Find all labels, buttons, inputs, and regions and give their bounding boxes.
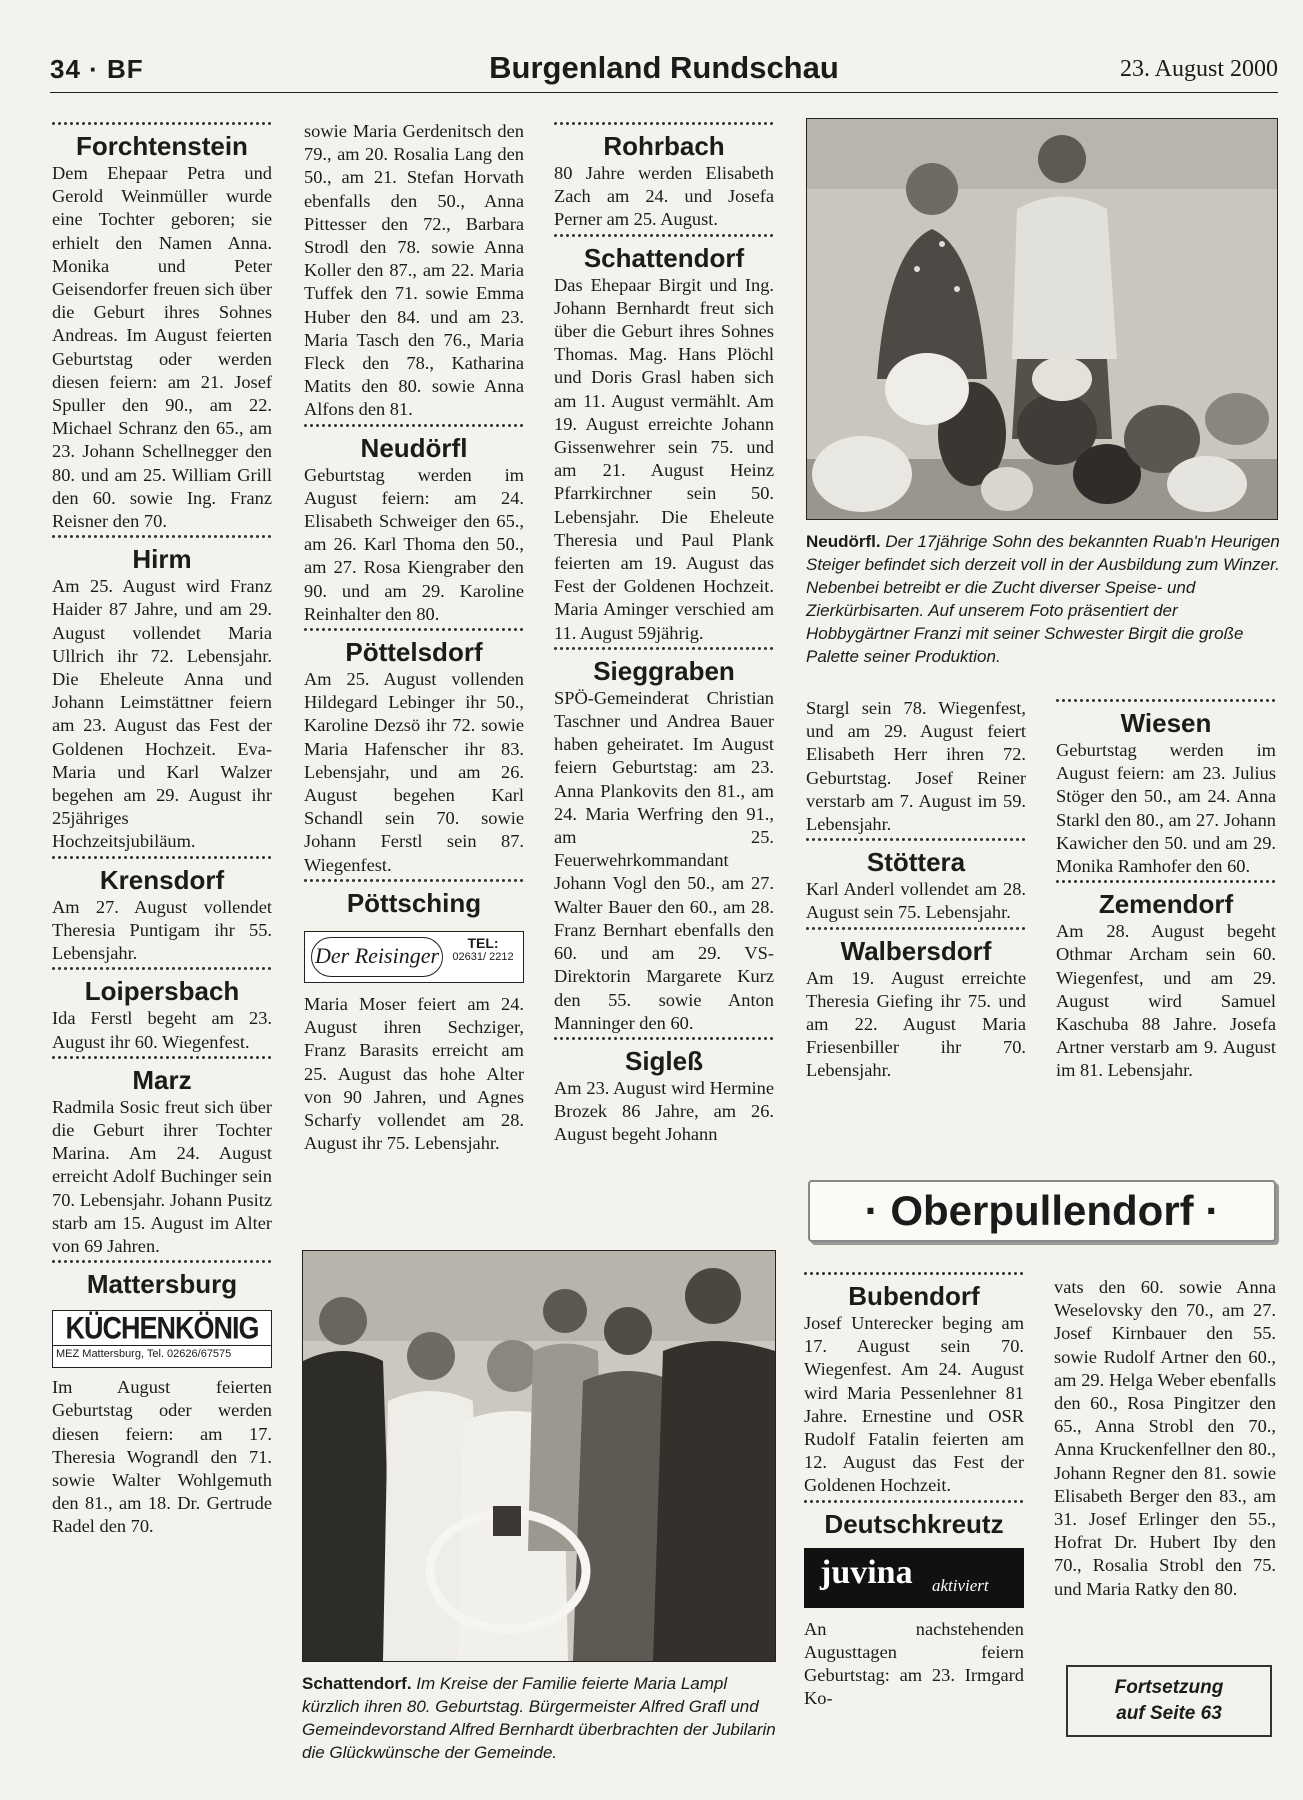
section-divider [52,1056,272,1064]
section-title-walbersdorf: Walbersdorf [840,935,992,966]
page-number: 34 · BF [50,54,144,84]
section-text-rohrbach: 80 Jahre werden Elisabeth Zach am 24. und Josefa Perner am 25. August. [554,163,774,230]
section-divider [554,1037,774,1045]
section-title-krensdorf: Krensdorf [99,864,225,895]
section-divider [804,1500,1024,1508]
section-title-forchtenstein: Forchtenstein [76,131,248,161]
section-title-poettsching: Pöttsching [346,887,482,918]
section-text-neudoerfl: Geburtstag werden im August feiern: am 24. Elisabeth Schweiger den 65., am 26. Karl Thoma den 50., am 27. Rosa Kiengraber den 90. und am 29. Karoline Reinhalter den 80. [304,464,524,624]
column-2 [304,120,524,1155]
section-text-bubendorf: Josef Unterecker beging am 17. August sein 70. Wiegenfest. Am 24. August wird Maria Pessenlehner 81 Jahre. Ernestine und OSR Rudolf Fatalin feierten am 12. August das Fest der Goldenen Hochzeit. [804,1313,1024,1496]
continued-text-col2: sowie Maria Gerdenitsch den 79., am 20. Rosalia Lang den 50., am 21. Stefan Horvath ebenfalls den 50., Anna Pittesser den 72., Barbara Strodl den 78. sowie Anna Koller den 87., am 22. Maria Tuffek den 71. sowie Emma Huber den 84. und am 23. Maria Tasch den 76., Maria Fleck den 78., Katharina Matits den 80. sowie Anna Alfons den 81. [304,121,524,420]
section-divider [806,838,1026,846]
continuation-line2: auf Seite 63 [1116,1703,1222,1724]
ad-kuechenkoenig-address: MEZ Mattersburg, Tel. 02626/67575 [53,1345,271,1362]
section-divider [554,234,774,242]
section-title-bubendorf: Bubendorf [848,1281,980,1311]
column-3 [554,120,774,1147]
ad-kuechenkoenig-brand: KÜCHENKÖNIG [65,1310,259,1346]
section-text-poettelsdorf: Am 25. August vollenden Hildegard Lebinger ihr 50., Karoline Dezsö ihr 72. sowie Maria Hafenscher ihr 83. Lebensjahr, und am 26. August begehen Karl Schandl sein 70. sowie Johann Ferstl sein 87. Wiegenfest. [304,669,524,875]
caption-neudoerfl [806,530,1280,668]
region-banner-oberpullendorf: · Oberpullendorf · [808,1180,1276,1242]
section-text-zemendorf: Am 28. August begeht Othmar Archam sein 60. Wiegenfest, und am 29. August wird Samuel Kaschuba 88 Jahre. Josefa Artner verstarb am 9. August im 81. Lebensjahr. [1056,921,1276,1081]
section-divider [804,1272,1024,1280]
column-3b [806,697,1026,1083]
photo-neudoerfl-image [807,119,1277,519]
section-text-sieggraben: SPÖ-Gemeinderat Christian Taschner und Andrea Bauer haben geheiratet. Im August feiern Geburtstag: am 23. Anna Plankovits den 81., am 24. Maria Werfring den 91., am 25. Feuerwehrkommandant Johann Vogl den 50., am 27. Walter Bauer den 60., am 28. Franz Bernhart ebenfalls den 60. und am 29. VS-Direktorin Margarete Kurz den 55. sowie Anton Manninger den 60. [554,687,774,1033]
section-divider [304,628,524,636]
column-4 [1056,697,1276,1083]
section-text-stoettera: Karl Anderl vollendet am 28. August sein 75. Lebensjahr. [806,879,1026,923]
section-divider [304,424,524,432]
section-text-krensdorf: Am 27. August vollendet Theresia Puntigam ihr 55. Lebensjahr. [52,896,272,964]
section-divider [52,535,272,543]
section-title-stoettera: Stöttera [866,847,966,878]
section-title-wiesen: Wiesen [1120,708,1212,738]
ad-reisinger-logo: Der Reisinger [311,937,443,977]
section-title-zemendorf: Zemendorf [1098,889,1234,920]
section-title-neudoerfl: Neudörfl [360,432,468,463]
continued-text-col3b: Stargl sein 78. Wiegenfest, und am 29. August feiert Elisabeth Herr ihren 72. Geburtstag. Josef Reiner verstarb am 7. August im 59. Lebensjahr. [806,698,1026,835]
section-title-rohrbach: Rohrbach [603,131,725,161]
section-text-schattendorf: Das Ehepaar Birgit und Ing. Johann Bernhardt freut sich über die Geburt ihres Sohnes Thomas. Mag. Hans Plöchl und Doris Grasl haben sich am 11. August vermählt. Am 19. August erreichte Johann Gissenwehrer sein 75. und am 21. August Heinz Pfarrkirchner sein 50. Lebensjahr. Die Eheleute Theresia und Paul Plank feierten am 19. August das Fest der Goldenen Hochzeit. Maria Aminger verschied am 11. August 59jährig. [554,274,774,643]
section-divider [52,122,272,130]
section-title-mattersburg: Mattersburg [86,1269,238,1300]
section-title-deutschkreutz: Deutschkreutz [824,1508,1004,1539]
continuation-notice[interactable] [1066,1665,1272,1737]
section-text-marz: Radmila Sosic freut sich über die Geburt ihrer Tochter Marina. Am 24. August erreicht Adolf Buchinger sein 70. Lebensjahr. Johann Pusitz starb am 15. August im Alter von 69 Jahren. [52,1096,272,1256]
section-text-mattersburg: Im August feierten Geburtstag oder werden diesen feiern: am 17. Theresia Wograndl den 71. sowie Walter Wohlgemuth den 81., am 18. Dr. Gertrude Radel den 70. [52,1377,272,1537]
section-title-sieggraben: Sieggraben [593,655,735,686]
caption-schattendorf [302,1672,780,1764]
section-divider [52,856,272,864]
section-text-deutschkreutz: An nachstehenden Augusttagen feiern Geburtstag: am 23. Irmgard Ko- [804,1618,1024,1709]
section-title-sigless: Sigleß [624,1045,703,1076]
section-text-walbersdorf: Am 19. August erreichte Theresia Giefing ihr 75. und am 22. August Maria Friesenbiller ihr 70. Lebensjahr. [806,967,1026,1081]
section-title-marz: Marz [132,1064,192,1095]
caption-neudoerfl-text: Der 17jährige Sohn des bekannten Ruab'n Heurigen Steiger befindet sich derzeit voll in der Ausbildung zum Winzer. Nebenbei betreibt er die Zucht diverser Speise- und Zierkürbisarten. Auf unserem Foto präsentiert der Hobbygärtner Franzi mit seiner Schwester Birgit die große Palette seiner Produktion. [806,532,1280,666]
ad-juvina[interactable] [804,1548,1024,1608]
section-divider [52,967,272,975]
photo-schattendorf [302,1250,776,1662]
column-5 [804,1270,1024,1710]
column-1 [52,120,272,1539]
section-divider [304,879,524,887]
section-divider [1056,699,1276,707]
ad-juvina-tagline: aktiviert [932,1575,989,1595]
ad-reisinger[interactable] [304,931,524,983]
caption-schattendorf-text: Im Kreise der Familie feierte Maria Lampl kürzlich ihren 80. Geburtstag. Bürgermeister Alfred Grafl und Gemeindevorstand Alfred Bernhardt überbrachten der Jubilarin die Glückwünsche der Gemeinde. [302,1674,776,1762]
ad-reisinger-tel: 02631/ 2212 [452,950,514,963]
newspaper-title: Burgenland Rundschau [489,50,839,85]
section-title-loipersbach: Loipersbach [84,976,240,1007]
section-title-hirm: Hirm [132,544,192,575]
caption-schattendorf-place: Schattendorf. [302,1674,412,1693]
section-text-sigless: Am 23. August wird Hermine Brozek 86 Jahre, am 26. August begeht Johann [554,1077,774,1145]
section-divider [554,122,774,130]
page-header [50,44,1278,93]
section-title-poettelsdorf: Pöttelsdorf [345,637,483,668]
caption-neudoerfl-place: Neudörfl. [806,532,881,551]
photo-schattendorf-image [303,1251,775,1661]
section-text-forchtenstein: Dem Ehepaar Petra und Gerold Weinmüller wurde eine Tochter geboren; sie erhielt den Namen Anna. Monika und Peter Geisendorfer freuen sich über die Geburt ihres Sohnes Andreas. Im August feierten Geburtstag oder werden diesen feiern: am 21. Josef Spuller den 90., am 22. Michael Schranz den 65., am 23. Johann Schellnegger den 80. und am 25. William Grill den 60. sowie Ing. Franz Reisner den 70. [52,163,272,532]
continued-text-col6: vats den 60. sowie Anna Weselovsky den 70., am 27. Josef Kirnbauer den 55. sowie Rudolf Artner den 60., am 29. Helga Weber ebenfalls den 60., Rosa Pingitzer den 65., Anna Strobl den 70., Anna Kruckenfellner den 80., Johann Regner den 81. sowie Elisabeth Berger den 83., am 31. Josef Erlinger den 55., Hofrat Dr. Hubert Iby den 70., Rosalia Strobl den 75. und Maria Ratky den 80. [1054,1277,1276,1599]
ad-juvina-brand: juvina [820,1553,913,1591]
column-6 [1054,1276,1276,1601]
section-divider [1056,880,1276,888]
section-divider [554,647,774,655]
section-divider [806,927,1026,935]
section-text-loipersbach: Ida Ferstl begeht am 23. August ihr 60. Wiegenfest. [52,1008,272,1052]
section-text-poettsching: Maria Moser feiert am 24. August ihren Sechziger, Franz Barasits erreicht am 25. August das hohe Alter von 90 Jahren, und Agnes Scharfy vollendet am 28. August ihr 75. Lebensjahr. [304,993,524,1154]
section-title-schattendorf: Schattendorf [583,242,745,273]
section-text-wiesen: Geburtstag werden im August feiern: am 23. Julius Stöger den 50., am 24. Anna Starkl den 80., am 27. Johann Kawicher den 50. und am 29. Monika Ramhofer den 60. [1056,740,1276,877]
section-text-hirm: Am 25. August wird Franz Haider 87 Jahre, und am 29. August vollendet Maria Ullrich ihr 72. Lebensjahr. Die Eheleute Anna und Johann Leimstättner feiern am 23. August das Fest der Goldenen Hochzeit. Eva-Maria und Karl Walzer begehen am 29. August ihr 25jähriges Hochzeitsjubiläum. [52,576,272,852]
photo-neudoerfl [806,118,1278,520]
section-divider [52,1260,272,1268]
continuation-line1: Fortsetzung [1114,1677,1224,1698]
ad-reisinger-tel-label: TEL: [467,934,499,951]
issue-date: 23. August 2000 [1119,56,1278,82]
ad-kuechenkoenig[interactable] [52,1310,272,1368]
